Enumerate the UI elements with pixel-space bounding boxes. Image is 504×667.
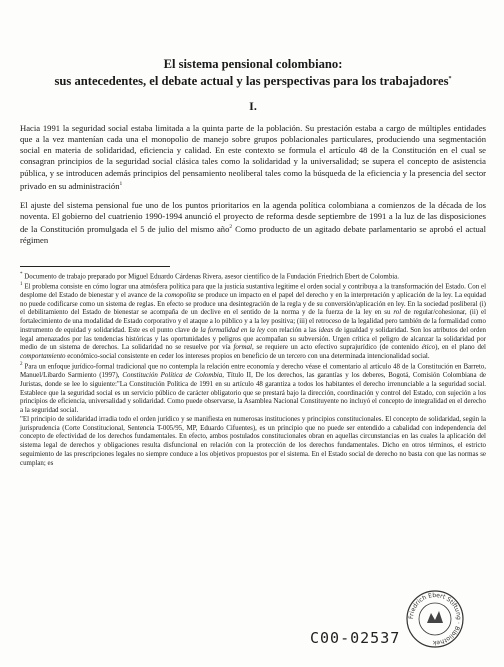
title-line-1: El sistema pensional colombiano: [163, 57, 343, 71]
document-title [20, 57, 486, 89]
footnote-2-continued: "El principio de solidaridad irradia todo el orden jurídico y se manifiesta en numerosas instituciones y principios constitucionales. El concepto de solidaridad, según la jurisprudencia (Corte Constitucional, Sentencia T-005/95, MP, Eduardo Cifuentes), es un principio que no puede ser entendido a cabalidad con independencia del concepto de efectividad de los derechos fundamentales. En efecto, ambos postulados constitucionales obran en aquellas circunstancias en las cuales la aplicación del sistema legal de derechos y obligaciones resulta disfuncional en relación con la protección de los derechos fundamentales. Dicho en otros términos, el estricto seguimiento de las prescripciones legales no siempre conduce a los objetivos propuestos por el sistema. En el Estado social de derecho no basta con que las normas se cumplan; es [20, 414, 486, 467]
footnote-ref-1: 1 [119, 180, 123, 187]
section-heading: I. [249, 99, 257, 114]
svg-text:Friedrich Ebert Stiftung · Bib [408, 592, 462, 646]
footnote-ref-2: 2 [229, 223, 233, 230]
footnote-separator [20, 266, 170, 267]
title-footnote-mark: * [448, 76, 452, 82]
seal-text: Friedrich Ebert Stiftung · Bibliothek [407, 591, 463, 647]
document-page [20, 0, 486, 467]
footnote-1: $^1$ El problema consiste en cómo lograr una atmósfera política para que la justicia sustantiva legitime el orden social y contribuya a la transformación del Estado. Con el desplome del Estado de bienestar y el avance de la comopolita se produce un impacto en el papel del derecho y en la interpretación y aplicación de la ley. La equidad no puede codificarse como un sistema de reglas. En efecto se produce una desintegración de la regla y de su conversión/aplicación en ley. En la sociedad posliberal (i) el debilitamiento del Estado de bienestar se acompaña de un declive en el sentido de la norma y de la fuerza de la ley en su rol de regular/cohesionar, (ii) el fortalecimiento de una modalidad de Estado corporativo y el ataque a lo público y a la ley positiva; (iii) el retroceso de la legalidad pero también de la formalidad como instrumento de equidad y solidaridad. Este es el punto clave de la formalidad en la ley con relación a las ideas de igualdad y solidaridad. Son los atributos del orden legal amenazados por las tendencias históricas y las oportunidades y peligros que acompañan su subversión. Urgen crítica el peligro de alcanzar la solidaridad por medio de un sistema de derechos. La solidaridad no se resuelve por vía formal, se requiere un acto efectivo suprajurídico (de contenido ético), en el plano del comportamiento económico-social consistente en ceder los intereses propios en beneficio de un tercero con una determinada intencionalidad social. [20, 281, 487, 361]
footnote-2: $^2$ Para un enfoque jurídico-formal tradicional que no contempla la relación entre economía y derecho véase el comentario al artículo 48 de la Constitución en Barreto, Manuel/Libardo Sarmiento (1997), Constitución Política de Colombia, Título II, De los derechos, las garantías y los deberes, Bogotá, Comisión Colombiana de Juristas, donde se lee lo siguiente:"La Constitución Política de 1991 en su artículo 48 garantiza a todos los habitantes el derecho irrenunciable a la seguridad social. Establece que la seguridad social es un servicio público de carácter obligatorio que se prestará bajo la dirección, coordinación y control del Estado, con sujeción a los principios de eficiencia, universalidad y solidaridad. Como puede observarse, la Asamblea Nacional Constituyente no incluyó el concepto de integralidad en el derecho a la seguridad social. [20, 361, 486, 415]
footnote-star: * Documento de trabajo preparado por Miguel Eduardo Cárdenas Rivera, asesor científico de la Fundación Friedrich Ebert de Colombia. [20, 271, 399, 281]
library-seal-icon [405, 589, 465, 649]
paragraph-1: Hacia 1991 la seguridad social estaba limitada a la quinta parte de la población. Su prestación estaba a cargo de múltiples entidades que a la vez mantenían cada una el monopolio de manejo sobre grupos poblacionales particulares, produciendo una segmentación social en materia de solidaridad, eficiencia y calidad. En este contexto se formula el artículo 48 de la Constitución en el cual se consagran principios de la seguridad social clásica tales como la solidaridad y la universalidad; se supera el concepto de asistencia pública, y se introducen además principios del pensamiento neoliberal tales como la búsqueda de la eficiencia y la presencia del sector privado en su administración$^1$ [20, 123, 486, 191]
title-line-2: sus antecedentes, el debate actual y las perspectivas para los trabajadores* [54, 74, 452, 89]
paragraph-2: El ajuste del sistema pensional fue uno de los puntos prioritarios en la agenda política colombiana a comienzos de la década de los noventa. El gobierno del cuatrienio 1990-1994 anunció el proyecto de reforma desde septiembre de 1991 a la luz de las disposiciones de la Constitución promulgada el 5 de julio del mismo año$^2$ Como producto de un agitado debate parlamentario se aprobó el actual régimen [20, 199, 486, 245]
footnotes [20, 271, 486, 467]
archive-stamp-code: C00-02537 [310, 629, 401, 647]
